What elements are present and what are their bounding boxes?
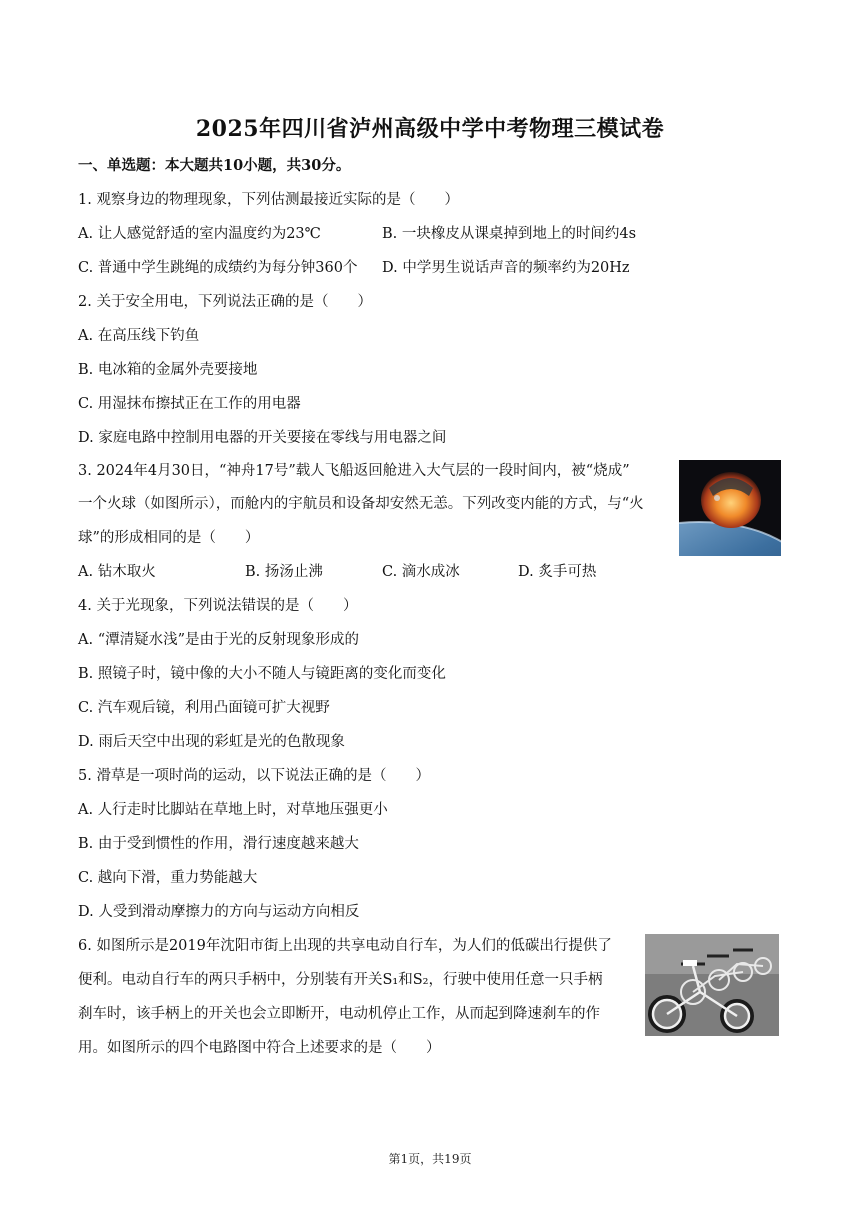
q4-option-d: D. 雨后天空中出现的彩虹是光的色散现象 (78, 734, 345, 750)
q6-stem-line4: 用。如图所示的四个电路图中符合上述要求的是（ ） (78, 1040, 441, 1056)
q1-option-a: A. 让人感觉舒适的室内温度约为23℃ (78, 226, 321, 242)
q3-option-b: B. 扬汤止沸 (245, 564, 323, 580)
q6-stem-line1: 6. 如图所示是2019年沈阳市街上出现的共享电动自行车，为人们的低碳出行提供了 (78, 938, 612, 954)
q3-stem-line3: 球”的形成相同的是（ ） (78, 530, 260, 546)
q4-option-c: C. 汽车观后镜，利用凸面镜可扩大视野 (78, 700, 330, 716)
q3-stem-line1: 3. 2024年4月30日，“神舟17号”载人飞船返回舱进入大气层的一段时间内，被“烧成” (78, 463, 630, 479)
q3-option-a: A. 钻木取火 (78, 564, 156, 580)
q1-option-b: B. 一块橡皮从课桌掉到地上的时间约4s (382, 226, 637, 242)
q5-option-c: C. 越向下滑，重力势能越大 (78, 870, 258, 886)
q4-stem: 4. 关于光现象，下列说法错误的是（ ） (78, 598, 358, 614)
q3-stem-line2: 一个火球（如图所示），而舱内的宇航员和设备却安然无恙。下列改变内能的方式，与“火 (78, 496, 644, 512)
q2-option-b: B. 电冰箱的金属外壳要接地 (78, 362, 258, 378)
page-footer: 第1页，共19页 (388, 1152, 472, 1166)
q4-option-b: B. 照镜子时，镜中像的大小不随人与镜距离的变化而变化 (78, 666, 446, 682)
q6-stem-line3: 刹车时，该手柄上的开关也会立即断开，电动机停止工作，从而起到降速刹车的作 (78, 1006, 600, 1022)
section-heading: 一、单选题：本大题共10小题，共30分。 (78, 157, 351, 174)
reentry-capsule-image (679, 460, 781, 556)
q1-option-d: D. 中学男生说话声音的频率约为20Hz (382, 260, 630, 276)
q3-option-d: D. 炙手可热 (518, 564, 597, 580)
q2-option-c: C. 用湿抹布擦拭正在工作的用电器 (78, 396, 301, 412)
q5-option-a: A. 人行走时比脚站在草地上时，对草地压强更小 (78, 802, 388, 818)
q5-option-d: D. 人受到滑动摩擦力的方向与运动方向相反 (78, 904, 360, 920)
q5-stem: 5. 滑草是一项时尚的运动，以下说法正确的是（ ） (78, 768, 430, 784)
page-title: 2025年四川省泸州高级中学中考物理三模试卷 (195, 116, 665, 142)
q1-stem: 1. 观察身边的物理现象，下列估测最接近实际的是（ ） (78, 192, 459, 208)
q2-stem: 2. 关于安全用电，下列说法正确的是（ ） (78, 294, 372, 310)
q5-option-b: B. 由于受到惯性的作用，滑行速度越来越大 (78, 836, 359, 852)
q1-option-c: C. 普通中学生跳绳的成绩约为每分钟360个 (78, 260, 358, 276)
shared-bikes-image (645, 934, 779, 1036)
q2-option-d: D. 家庭电路中控制用电器的开关要接在零线与用电器之间 (78, 430, 447, 446)
q2-option-a: A. 在高压线下钓鱼 (78, 328, 200, 344)
q3-option-c: C. 滴水成冰 (382, 564, 460, 580)
q6-stem-line2: 便利。电动自行车的两只手柄中，分别装有开关S₁和S₂，行驶中使用任意一只手柄 (78, 972, 603, 988)
q4-option-a: A. “潭清疑水浅”是由于光的反射现象形成的 (78, 632, 360, 648)
